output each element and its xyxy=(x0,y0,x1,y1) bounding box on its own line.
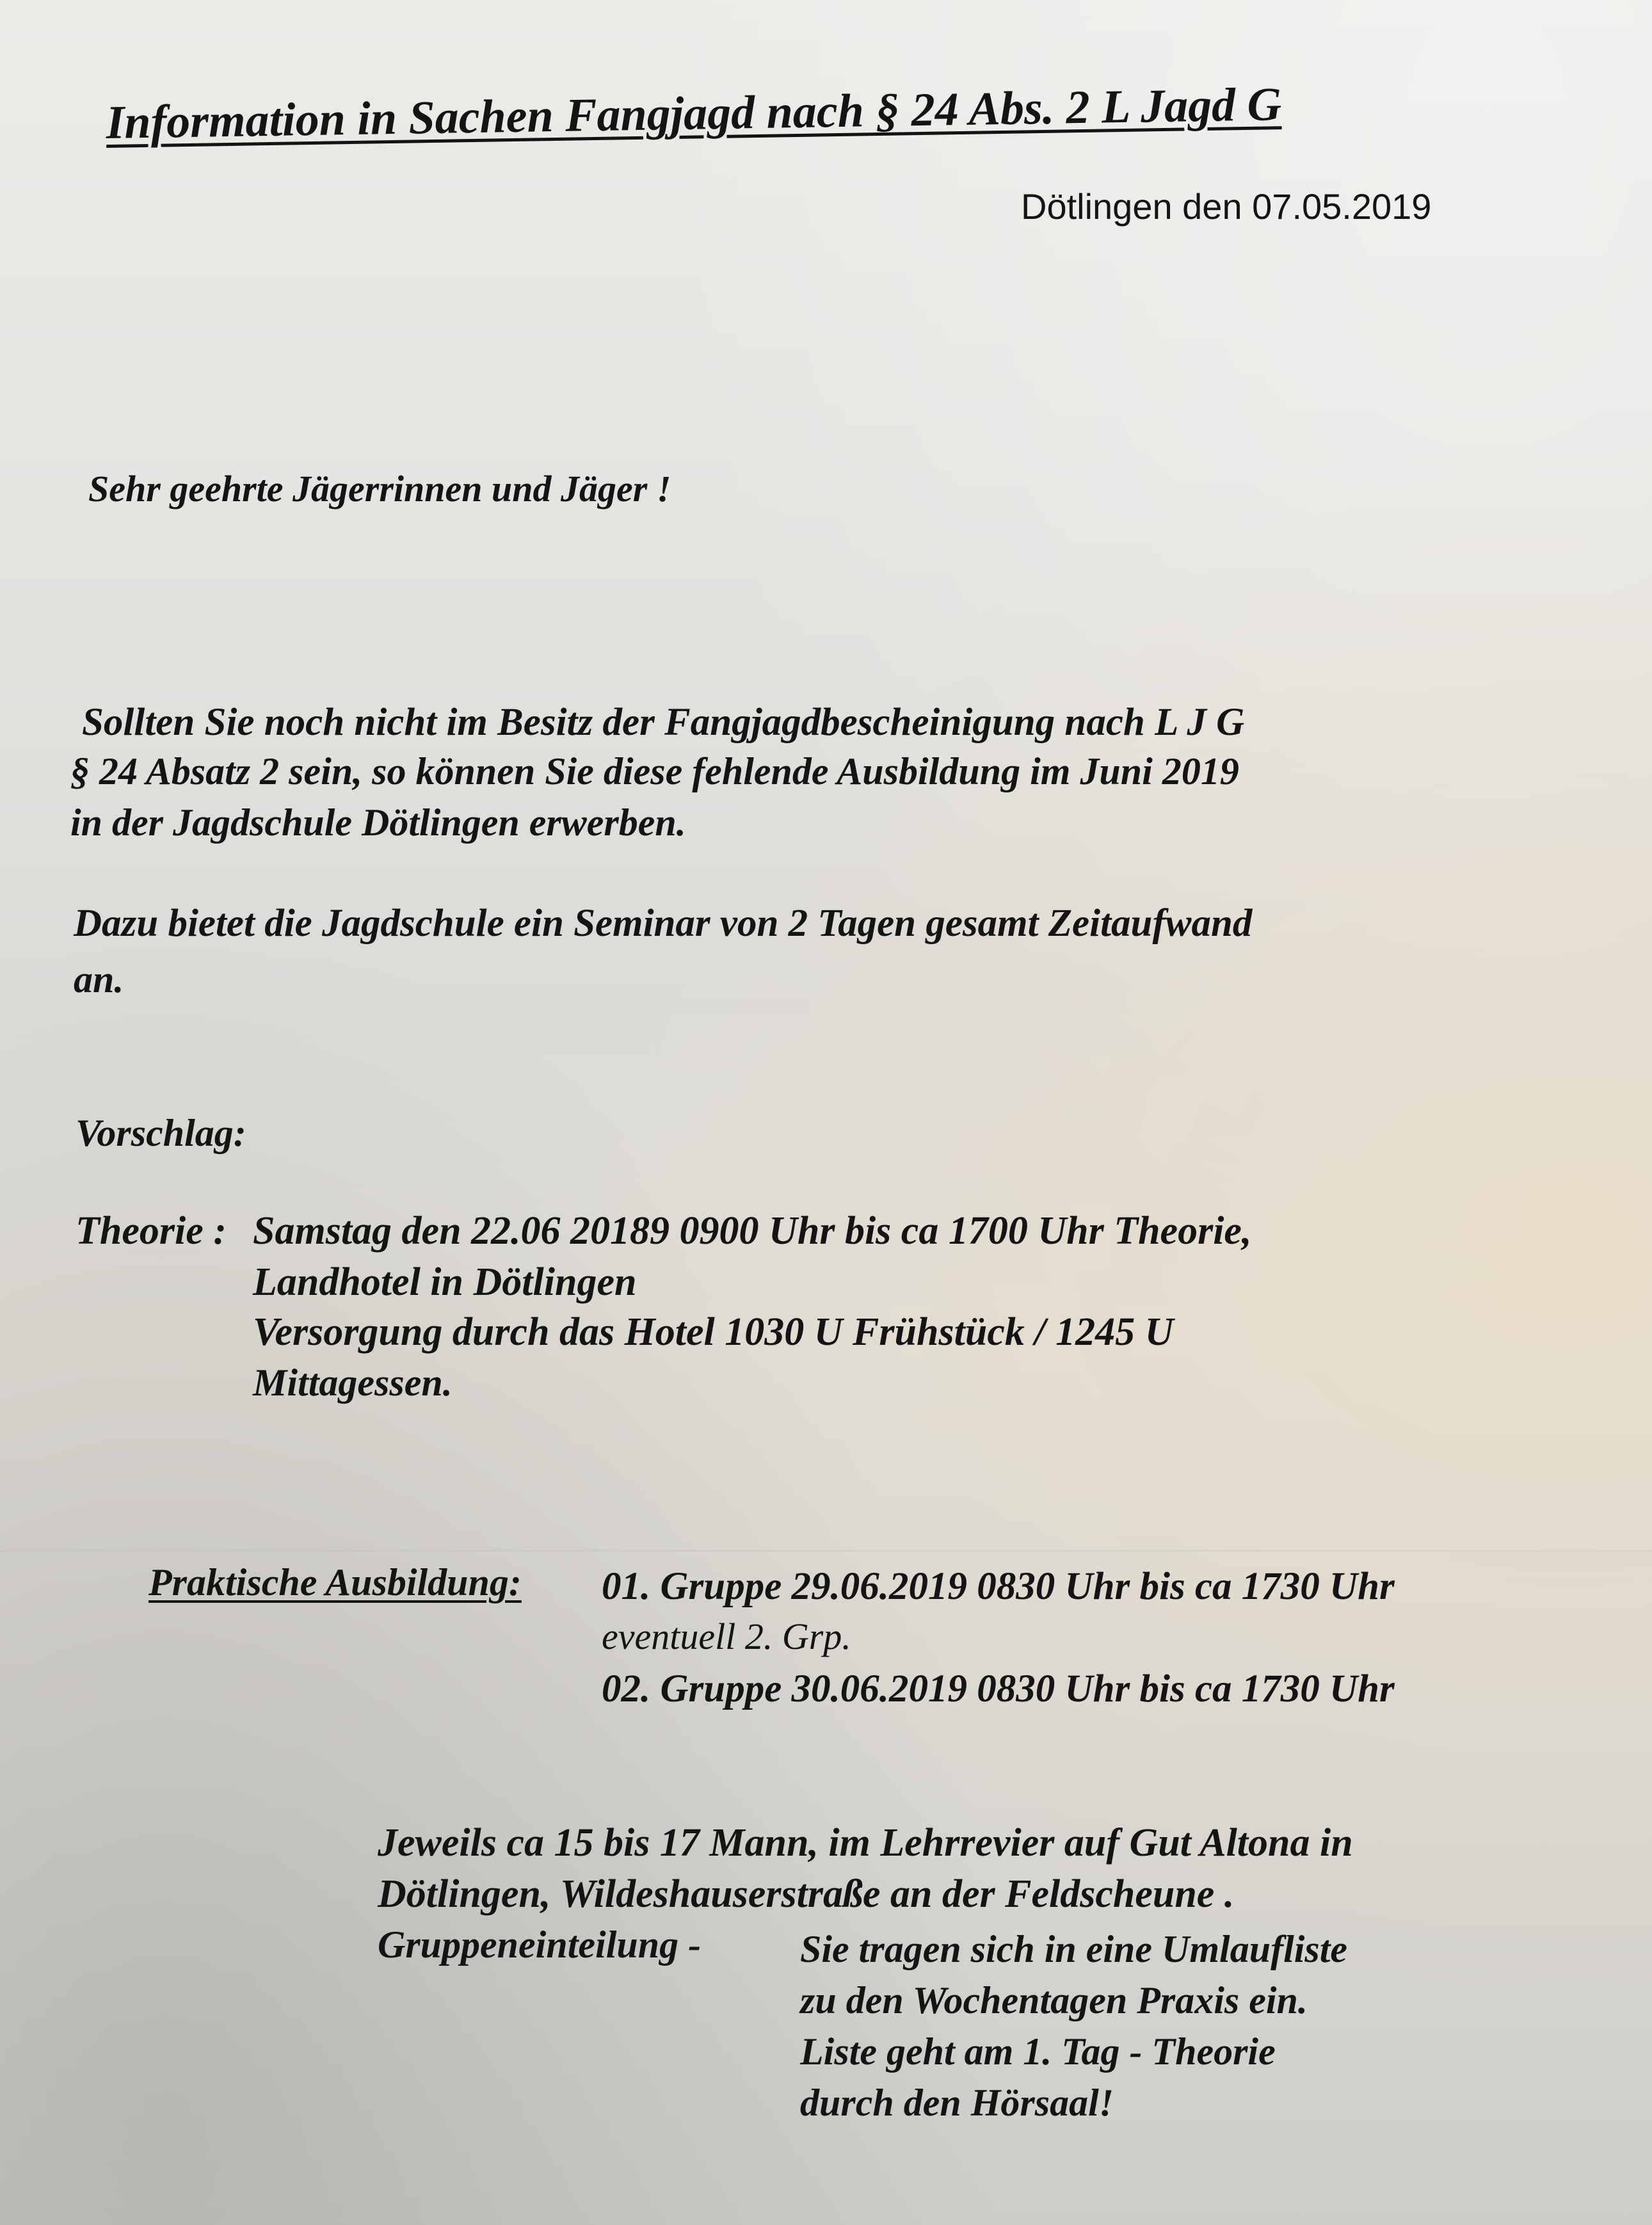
offer-line-2: an. xyxy=(74,958,124,1000)
offer-line-1: Dazu bietet die Jagdschule ein Seminar von 2 Tagen gesamt Zeitaufwand xyxy=(74,902,1253,945)
practical-line-3: 02. Gruppe 30.06.2019 0830 Uhr bis ca 1730 Uhr xyxy=(602,1667,1395,1710)
practical-label: Praktische Ausbildung: xyxy=(148,1561,522,1603)
intro-line-1: Sollten Sie noch nicht im Besitz der Fangjagdbescheinigung nach L J G xyxy=(82,701,1245,744)
theory-line-3: Versorgung durch das Hotel 1030 U Frühstück / 1245 U xyxy=(253,1310,1174,1354)
group-line-2: zu den Wochentagen Praxis ein. xyxy=(800,1979,1308,2021)
group-line-4: durch den Hörsaal! xyxy=(800,2082,1114,2124)
theory-label: Theorie : xyxy=(76,1209,227,1253)
theory-line-1: Samstag den 22.06 20189 0900 Uhr bis ca 1700 Uhr Theorie, xyxy=(253,1209,1252,1253)
details-line-1: Jeweils ca 15 bis 17 Mann, im Lehrrevier auf Gut Altona in xyxy=(378,1821,1353,1865)
greeting: Sehr geehrte Jägerrinnen und Jäger ! xyxy=(88,468,671,510)
group-label: Gruppeneinteilung - xyxy=(378,1924,702,1966)
practical-line-1: 01. Gruppe 29.06.2019 0830 Uhr bis ca 1730 Uhr xyxy=(602,1565,1395,1608)
date-line: Dötlingen den 07.05.2019 xyxy=(1021,186,1432,227)
group-line-3: Liste geht am 1. Tag - Theorie xyxy=(800,2030,1276,2073)
intro-line-2: § 24 Absatz 2 sein, so können Sie diese fehlende Ausbildung im Juni 2019 xyxy=(70,750,1239,792)
details-line-2: Dötlingen, Wildeshauserstraße an der Feldscheune . xyxy=(378,1872,1235,1916)
document-title: Information in Sachen Fangjagd nach § 24 Abs. 2 L Jagd G xyxy=(105,78,1282,149)
group-line-1: Sie tragen sich in eine Umlaufliste xyxy=(800,1928,1348,1970)
practical-line-2: eventuell 2. Grp. xyxy=(602,1616,851,1657)
theory-line-4: Mittagessen. xyxy=(253,1362,453,1404)
paper-fold xyxy=(0,1549,1652,1553)
intro-line-3: in der Jagdschule Dötlingen erwerben. xyxy=(70,801,686,844)
theory-line-2: Landhotel in Dötlingen xyxy=(253,1260,637,1304)
proposal-heading: Vorschlag: xyxy=(76,1112,246,1154)
